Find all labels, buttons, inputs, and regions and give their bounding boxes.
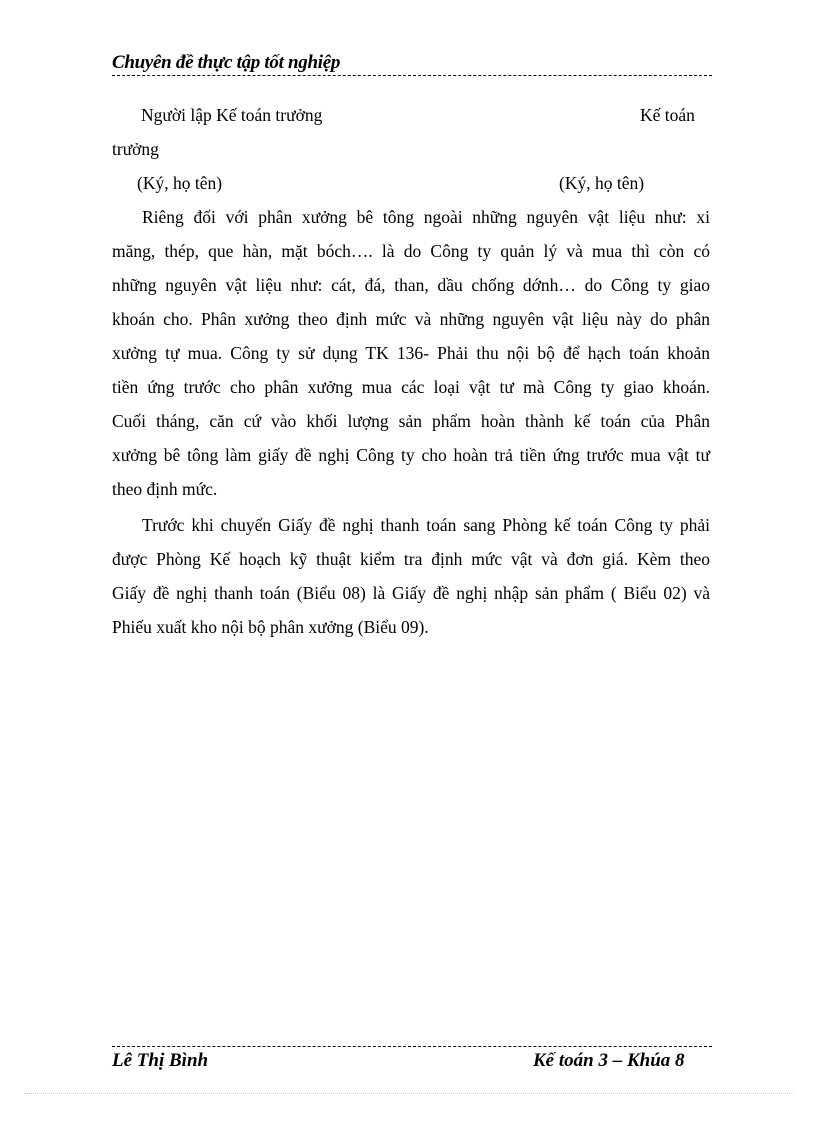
signature-right-instruction: (Ký, họ tên)	[559, 173, 645, 193]
header-divider	[112, 75, 712, 76]
paragraph-line: Giấy đề nghị thanh toán (Biểu 08) là Giấy đề nghị nhập sản phẩm ( Biểu 02) và	[112, 583, 710, 603]
header-title: Chuyên đề thực tập tốt nghiệp	[112, 52, 341, 73]
footer-class: Kế toán 3 – Khúa 8	[533, 1050, 685, 1071]
paragraph-line: theo định mức.	[112, 479, 218, 499]
paragraph-line: Trước khi chuyển Giấy đề nghị thanh toán sang Phòng kế toán Công ty phải	[142, 515, 710, 535]
paragraph-line: được Phòng Kế hoạch kỹ thuật kiểm tra định mức vật và đơn giá. Kèm theo	[112, 549, 710, 569]
paragraph-line: khoán cho. Phân xưởng theo định mức và những nguyên vật liệu này do phân	[112, 309, 710, 329]
paragraph-line: xưởng bê tông làm giấy đề nghị Công ty cho hoàn trả tiền ứng trước mua vật tư	[112, 445, 710, 465]
paragraph-line: những nguyên vật liệu như: cát, đá, than, dầu chống dớnh… do Công ty giao	[112, 275, 710, 295]
page-header	[112, 52, 712, 76]
signature-right-title: Kế toán	[640, 105, 695, 125]
paragraph-line: tiền ứng trước cho phân xưởng mua các loại vật tư mà Công ty giao khoán.	[112, 377, 710, 397]
paragraph-line: Cuối tháng, căn cứ vào khối lượng sản phẩm hoàn thành kế toán của Phân	[112, 411, 710, 431]
paragraph-line: Phiếu xuất kho nội bộ phân xưởng (Biểu 09).	[112, 617, 429, 637]
signature-left-instruction: (Ký, họ tên)	[137, 173, 223, 193]
paragraph-line: măng, thép, que hàn, mặt bóch…. là do Công ty quản lý và mua thì còn có	[112, 241, 710, 261]
footer-divider	[112, 1046, 712, 1047]
signature-left-title: Người lập Kế toán trưởng	[141, 105, 323, 125]
page-bottom-edge	[24, 1093, 794, 1094]
paragraph-line: Riêng đối với phân xưởng bê tông ngoài những nguyên vật liệu như: xi	[142, 207, 710, 227]
paragraph-line: xưởng tự mua. Công ty sử dụng TK 136- Phải thu nội bộ để hạch toán khoản	[112, 343, 710, 363]
signature-title-continuation: trưởng	[112, 139, 159, 159]
footer-author: Lê Thị Bình	[112, 1050, 209, 1071]
